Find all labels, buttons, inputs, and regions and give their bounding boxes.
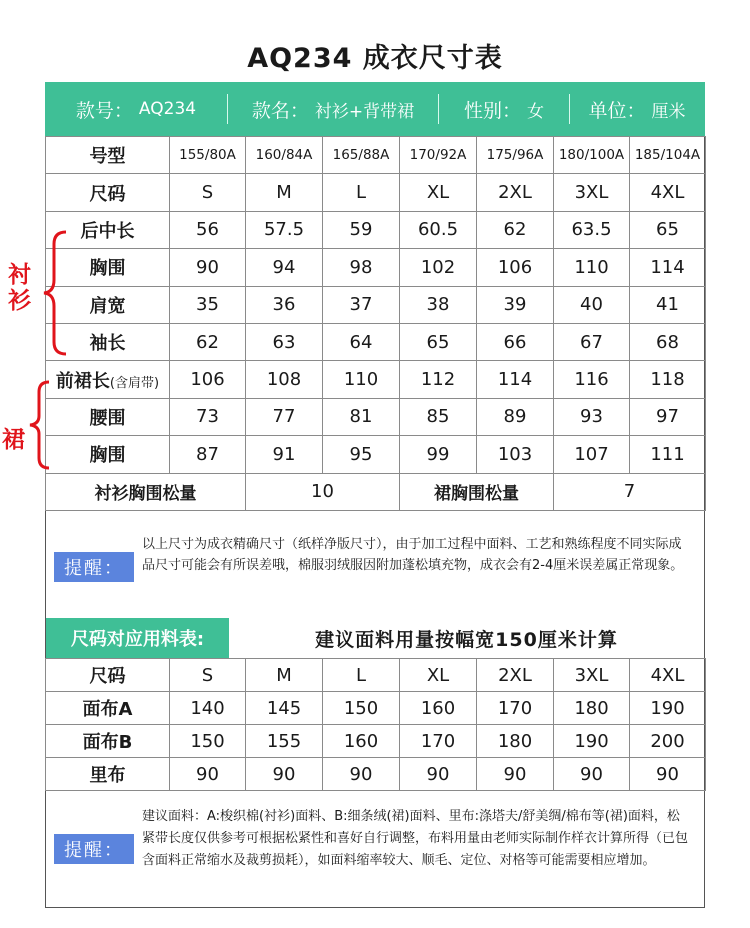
size-cell: 4XL <box>630 659 706 692</box>
page-title: AQ234 成衣尺寸表 <box>247 43 503 74</box>
value-cell: 112 <box>400 361 477 398</box>
value-cell: 180 <box>477 725 554 758</box>
value-cell: 85 <box>400 398 477 435</box>
value-cell: 190 <box>554 725 630 758</box>
size-cell: XL <box>400 174 477 211</box>
value-cell: 68 <box>630 323 706 360</box>
fabric-reminder-badge: 提醒： <box>54 834 134 864</box>
row-label: 尺码 <box>46 174 170 211</box>
value-cell: 90 <box>170 249 246 286</box>
model-cell: 160/84A <box>246 137 323 174</box>
style-name-label: 款名： <box>251 99 309 122</box>
gender <box>439 82 569 136</box>
row-label: 肩宽 <box>46 286 170 323</box>
value-cell: 87 <box>170 436 246 473</box>
model-cell: 180/100A <box>554 137 630 174</box>
row-label: 尺码 <box>46 659 170 692</box>
row-label: 面布A <box>46 692 170 725</box>
shirt-ease-label: 衬衫胸围松量 <box>46 473 246 510</box>
value-cell: 57.5 <box>246 211 323 248</box>
value-cell: 37 <box>323 286 400 323</box>
value-cell: 35 <box>170 286 246 323</box>
size-cell: XL <box>400 659 477 692</box>
value-cell: 40 <box>554 286 630 323</box>
value-cell: 190 <box>630 692 706 725</box>
value-cell: 118 <box>630 361 706 398</box>
style-number <box>45 82 227 136</box>
value-cell: 90 <box>554 758 630 791</box>
size-cell: 4XL <box>630 174 706 211</box>
size-cell: S <box>170 174 246 211</box>
value-cell: 116 <box>554 361 630 398</box>
value-cell: 63 <box>246 323 323 360</box>
value-cell: 107 <box>554 436 630 473</box>
value-cell: 39 <box>477 286 554 323</box>
value-cell: 170 <box>400 725 477 758</box>
style-number-value: AQ234 <box>138 99 197 119</box>
value-cell: 110 <box>554 249 630 286</box>
measurement-row <box>46 249 706 286</box>
model-cell: 155/80A <box>170 137 246 174</box>
size-cell: S <box>170 659 246 692</box>
value-cell: 64 <box>323 323 400 360</box>
measurement-row <box>46 398 706 435</box>
fabric-reminder-text: 建议面料：A:梭织棉(衬衫)面料、B:细条绒(裙)面料、里布:涤塔夫/舒美绸/棉布等(裙)面料，松紧带长度仅供参考可根据松紧性和喜好自行调整，布料用量由老师实际制作样衣计算所得（已包含面料正常缩水及裁剪损耗），如面料缩率较大、顺毛、定位、对格等可能需要相应增加。 <box>142 809 689 868</box>
value-cell: 106 <box>477 249 554 286</box>
model-cell: 165/88A <box>323 137 400 174</box>
size-cell: M <box>246 174 323 211</box>
value-cell: 90 <box>630 758 706 791</box>
reminder-text: 以上尺寸为成衣精确尺寸（纸样净版尺寸），由于加工过程中面料、工艺和熟练程度不同实际成品尺寸可能会有所误差哦，棉服羽绒服因附加蓬松填充物，成衣会有2-4厘米误差属正常现象。 <box>142 537 684 573</box>
value-cell: 200 <box>630 725 706 758</box>
value-cell: 110 <box>323 361 400 398</box>
value-cell: 65 <box>630 211 706 248</box>
model-cell: 185/104A <box>630 137 706 174</box>
value-cell: 98 <box>323 249 400 286</box>
measurement-row <box>46 323 706 360</box>
value-cell: 155 <box>246 725 323 758</box>
value-cell: 106 <box>170 361 246 398</box>
value-cell: 170 <box>477 692 554 725</box>
size-cell: L <box>323 174 400 211</box>
value-cell: 62 <box>477 211 554 248</box>
measurement-row <box>46 286 706 323</box>
size-cell: 2XL <box>477 659 554 692</box>
value-cell: 97 <box>630 398 706 435</box>
shirt-brace-icon <box>42 230 72 356</box>
fabric-table <box>45 658 706 791</box>
value-cell: 89 <box>477 398 554 435</box>
skirt-brace-icon <box>27 380 53 470</box>
row-label: 胸围 <box>46 249 170 286</box>
value-cell: 90 <box>246 758 323 791</box>
value-cell: 93 <box>554 398 630 435</box>
value-cell: 160 <box>323 725 400 758</box>
value-cell: 108 <box>246 361 323 398</box>
value-cell: 150 <box>323 692 400 725</box>
measurement-row <box>46 436 706 473</box>
reminder-badge: 提醒： <box>54 552 134 582</box>
value-cell: 67 <box>554 323 630 360</box>
fabric-row <box>46 692 706 725</box>
size-cell: 3XL <box>554 659 630 692</box>
fabric-row <box>46 758 706 791</box>
style-name <box>228 82 438 136</box>
unit-label: 单位： <box>588 99 646 122</box>
value-cell: 114 <box>630 249 706 286</box>
row-label <box>46 361 170 398</box>
row-label: 袖长 <box>46 323 170 360</box>
value-cell: 90 <box>323 758 400 791</box>
value-cell: 103 <box>477 436 554 473</box>
value-cell: 145 <box>246 692 323 725</box>
value-cell: 59 <box>323 211 400 248</box>
value-cell: 60.5 <box>400 211 477 248</box>
shirt-group-text: 衬衫 <box>8 262 31 314</box>
unit-value: 厘米 <box>651 101 686 122</box>
size-cell: 3XL <box>554 174 630 211</box>
value-cell: 65 <box>400 323 477 360</box>
fabric-header <box>45 618 705 658</box>
shirt-ease-value: 10 <box>246 473 400 510</box>
value-cell: 180 <box>554 692 630 725</box>
value-cell: 94 <box>246 249 323 286</box>
size-cell: 2XL <box>477 174 554 211</box>
value-cell: 66 <box>477 323 554 360</box>
value-cell: 77 <box>246 398 323 435</box>
value-cell: 111 <box>630 436 706 473</box>
model-cell: 175/96A <box>477 137 554 174</box>
info-bar <box>45 82 705 136</box>
row-label-note: (含肩带) <box>109 375 160 391</box>
row-label: 号型 <box>46 137 170 174</box>
measurement-row <box>46 361 706 398</box>
value-cell: 99 <box>400 436 477 473</box>
fabric-reminder-note <box>45 798 705 908</box>
style-name-value: 衬衫+背带裙 <box>314 101 415 122</box>
style-number-label: 款号： <box>75 99 133 122</box>
value-cell: 140 <box>170 692 246 725</box>
value-cell: 90 <box>400 758 477 791</box>
reminder-note <box>45 512 705 618</box>
model-row <box>46 137 706 174</box>
fabric-table-tag: 尺码对应用料表: <box>46 618 229 658</box>
fabric-size-row <box>46 659 706 692</box>
gender-label: 性别： <box>463 99 521 122</box>
value-cell: 73 <box>170 398 246 435</box>
value-cell: 90 <box>477 758 554 791</box>
row-label: 里布 <box>46 758 170 791</box>
value-cell: 41 <box>630 286 706 323</box>
fabric-row <box>46 725 706 758</box>
measurement-row <box>46 211 706 248</box>
model-cell: 170/92A <box>400 137 477 174</box>
size-row <box>46 174 706 211</box>
value-cell: 102 <box>400 249 477 286</box>
value-cell: 114 <box>477 361 554 398</box>
skirt-ease-value: 7 <box>554 473 706 510</box>
unit <box>570 82 704 136</box>
row-label: 胸围 <box>46 436 170 473</box>
ease-row <box>46 473 706 510</box>
gender-value: 女 <box>527 101 544 122</box>
value-cell: 150 <box>170 725 246 758</box>
skirt-group-label: 裙 <box>2 427 25 453</box>
size-table <box>45 136 706 511</box>
value-cell: 36 <box>246 286 323 323</box>
row-label: 面布B <box>46 725 170 758</box>
size-cell: M <box>246 659 323 692</box>
value-cell: 56 <box>170 211 246 248</box>
value-cell: 91 <box>246 436 323 473</box>
value-cell: 90 <box>170 758 246 791</box>
value-cell: 38 <box>400 286 477 323</box>
shirt-group-label <box>8 262 32 314</box>
value-cell: 63.5 <box>554 211 630 248</box>
row-label: 腰围 <box>46 398 170 435</box>
row-label-text: 前裙长 <box>55 370 110 392</box>
skirt-ease-label: 裙胸围松量 <box>400 473 554 510</box>
value-cell: 160 <box>400 692 477 725</box>
row-label: 后中长 <box>46 211 170 248</box>
value-cell: 81 <box>323 398 400 435</box>
size-cell: L <box>323 659 400 692</box>
value-cell: 95 <box>323 436 400 473</box>
fabric-recommendation: 建议面料用量按幅宽150厘米计算 <box>315 628 618 651</box>
value-cell: 62 <box>170 323 246 360</box>
